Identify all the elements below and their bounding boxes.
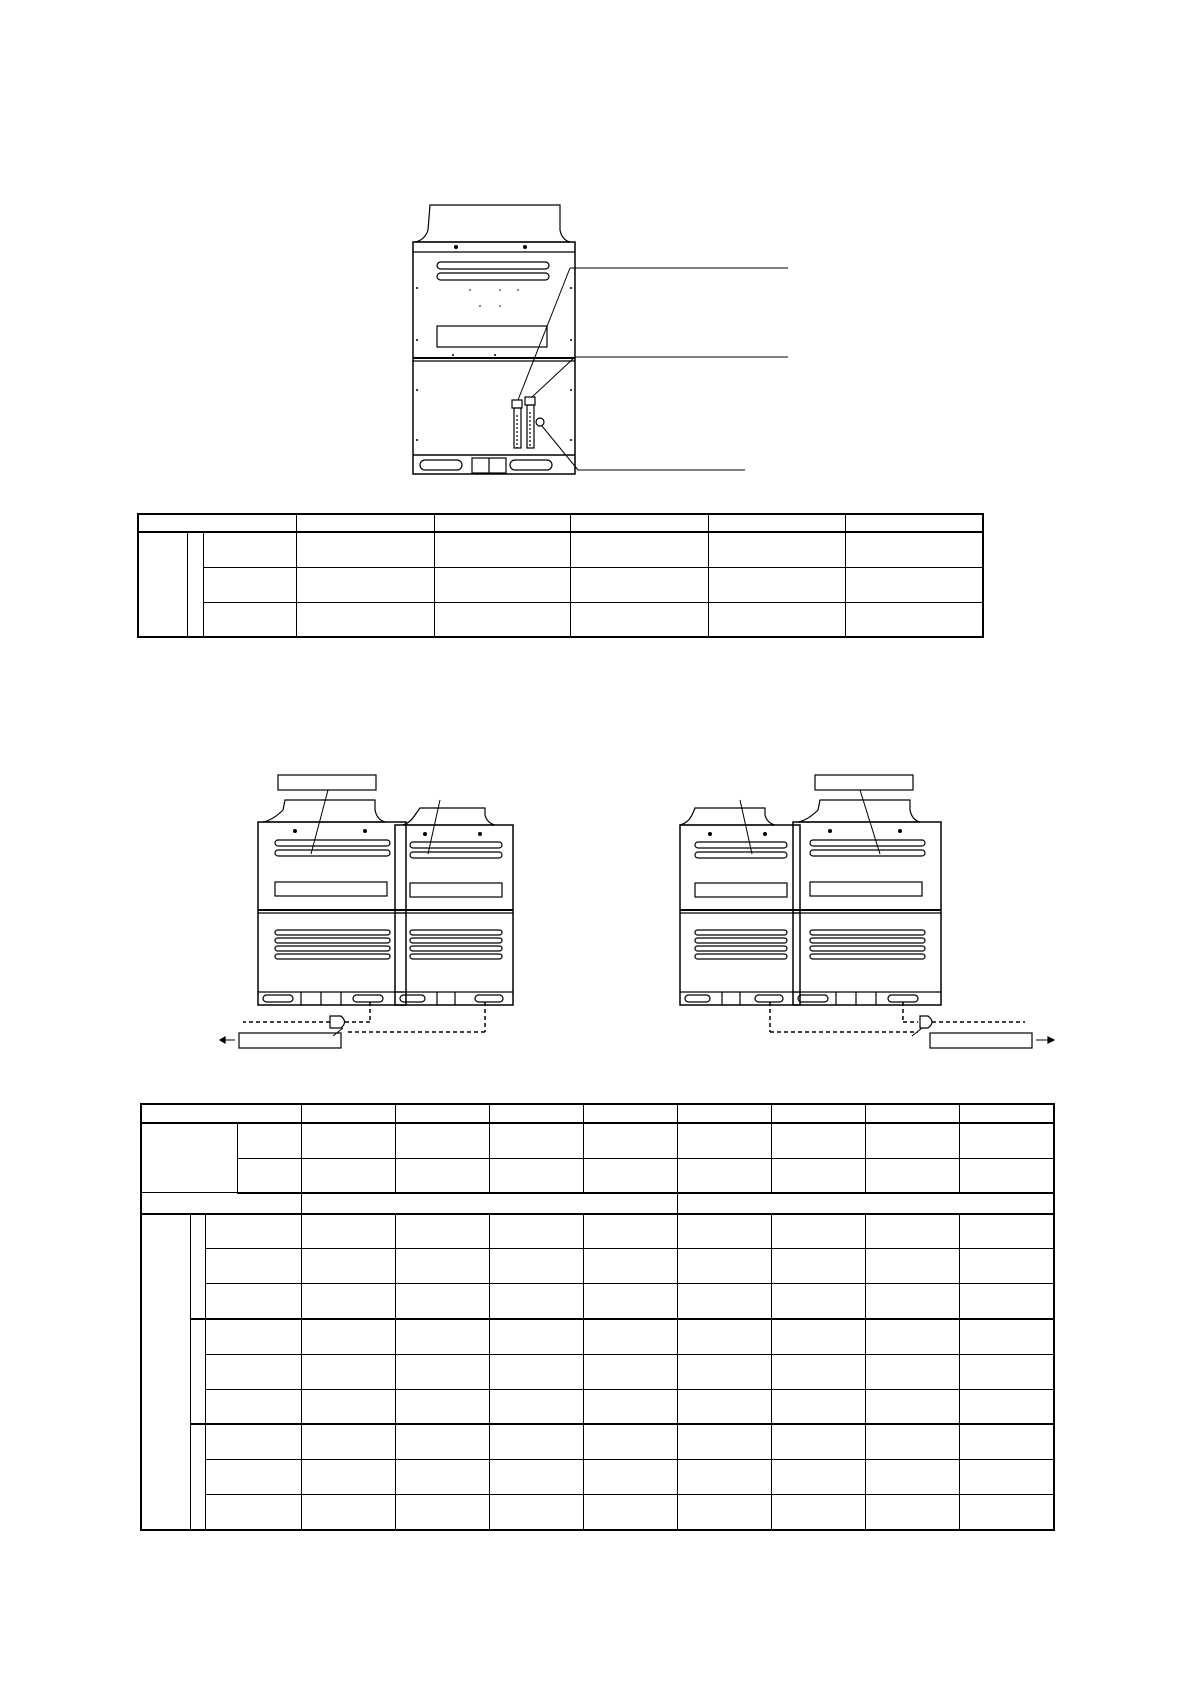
table-cell bbox=[959, 1159, 1054, 1193]
two-unit-connection-right bbox=[670, 770, 1060, 1060]
table-cell bbox=[866, 1424, 959, 1459]
table-cell bbox=[678, 1159, 771, 1193]
table-cell bbox=[678, 1389, 771, 1424]
table-cell bbox=[297, 567, 435, 602]
table-cell bbox=[866, 1495, 959, 1530]
label-box bbox=[930, 1033, 1032, 1048]
table-cell bbox=[396, 1354, 489, 1389]
combination-spec-table bbox=[140, 1103, 1055, 1531]
table-cell bbox=[489, 1249, 583, 1284]
table-cell bbox=[206, 1460, 301, 1495]
table-cell bbox=[678, 1495, 771, 1530]
table-cell bbox=[771, 1319, 865, 1354]
table-cell bbox=[584, 1389, 678, 1424]
table-cell bbox=[771, 1249, 865, 1284]
table-cell bbox=[141, 1193, 301, 1214]
table-cell bbox=[584, 1123, 678, 1159]
table-cell bbox=[959, 1389, 1054, 1424]
table-cell bbox=[571, 532, 709, 567]
table-cell bbox=[396, 1214, 489, 1249]
table-cell bbox=[206, 1284, 301, 1319]
table-cell bbox=[584, 1424, 678, 1459]
table-cell bbox=[866, 1123, 959, 1159]
table-cell bbox=[584, 1319, 678, 1354]
table-cell bbox=[489, 1214, 583, 1249]
table-cell bbox=[709, 532, 846, 567]
branch-joint bbox=[920, 1016, 932, 1028]
table-cell bbox=[204, 567, 297, 602]
table-cell bbox=[301, 1123, 395, 1159]
table-cell bbox=[396, 1249, 489, 1284]
table-cell bbox=[866, 1319, 959, 1354]
table-cell bbox=[301, 1104, 395, 1123]
table-cell bbox=[771, 1495, 865, 1530]
table-cell bbox=[297, 602, 435, 637]
table-cell bbox=[204, 532, 297, 567]
table-cell bbox=[571, 514, 709, 532]
table-cell bbox=[771, 1424, 865, 1459]
table-cell bbox=[301, 1159, 395, 1193]
table-cell bbox=[396, 1319, 489, 1354]
table-cell bbox=[584, 1249, 678, 1284]
table-cell bbox=[571, 567, 709, 602]
table-cell bbox=[866, 1159, 959, 1193]
table-cell bbox=[678, 1123, 771, 1159]
table-cell bbox=[959, 1460, 1054, 1495]
table-cell bbox=[301, 1284, 395, 1319]
table-cell bbox=[709, 602, 846, 637]
table-cell bbox=[206, 1495, 301, 1530]
table-cell bbox=[959, 1104, 1054, 1123]
table-cell bbox=[489, 1284, 583, 1319]
table-cell bbox=[678, 1104, 771, 1123]
table-cell bbox=[866, 1354, 959, 1389]
two-unit-connection-left bbox=[215, 770, 515, 1060]
table-cell bbox=[489, 1495, 583, 1530]
label-box bbox=[815, 775, 913, 790]
table-cell bbox=[845, 567, 983, 602]
table-cell bbox=[584, 1495, 678, 1530]
table-cell bbox=[141, 1123, 237, 1193]
table-cell bbox=[141, 1214, 191, 1530]
table-cell bbox=[301, 1460, 395, 1495]
table-cell bbox=[959, 1249, 1054, 1284]
table-cell bbox=[396, 1159, 489, 1193]
table-cell bbox=[301, 1193, 678, 1214]
table-cell bbox=[771, 1123, 865, 1159]
table-cell bbox=[396, 1424, 489, 1459]
table-cell bbox=[678, 1354, 771, 1389]
table-cell bbox=[141, 1104, 301, 1123]
table-cell bbox=[301, 1319, 395, 1354]
table-cell bbox=[489, 1104, 583, 1123]
table-cell bbox=[237, 1123, 301, 1159]
table-cell bbox=[845, 532, 983, 567]
table-cell bbox=[396, 1495, 489, 1530]
table-cell bbox=[489, 1424, 583, 1459]
table-cell bbox=[301, 1389, 395, 1424]
table-cell bbox=[396, 1460, 489, 1495]
table-cell bbox=[489, 1159, 583, 1193]
table-cell bbox=[709, 567, 846, 602]
table-cell bbox=[959, 1123, 1054, 1159]
table-cell bbox=[678, 1193, 1054, 1214]
table-cell bbox=[489, 1389, 583, 1424]
single-unit-rear-view bbox=[400, 200, 800, 480]
table-cell bbox=[959, 1354, 1054, 1389]
table-cell bbox=[866, 1389, 959, 1424]
table-cell bbox=[489, 1354, 583, 1389]
table-cell bbox=[301, 1495, 395, 1530]
table-cell bbox=[678, 1214, 771, 1249]
table-cell bbox=[191, 1424, 206, 1530]
table-cell bbox=[204, 602, 297, 637]
table-cell bbox=[959, 1214, 1054, 1249]
table-cell bbox=[771, 1460, 865, 1495]
table-cell bbox=[866, 1104, 959, 1123]
table-cell bbox=[584, 1214, 678, 1249]
table-cell bbox=[206, 1319, 301, 1354]
table-cell bbox=[678, 1284, 771, 1319]
table-cell bbox=[297, 532, 435, 567]
table-cell bbox=[301, 1214, 395, 1249]
table-cell bbox=[489, 1460, 583, 1495]
table-cell bbox=[206, 1214, 301, 1249]
table-cell bbox=[297, 514, 435, 532]
table-cell bbox=[191, 1214, 206, 1319]
table-cell bbox=[771, 1284, 865, 1319]
table-cell bbox=[396, 1389, 489, 1424]
table-cell bbox=[771, 1354, 865, 1389]
table-cell bbox=[434, 532, 571, 567]
table-cell bbox=[584, 1460, 678, 1495]
table-cell bbox=[866, 1249, 959, 1284]
label-box bbox=[239, 1033, 341, 1048]
table-cell bbox=[206, 1354, 301, 1389]
table-cell bbox=[584, 1284, 678, 1319]
table-cell bbox=[489, 1319, 583, 1354]
table-cell bbox=[584, 1104, 678, 1123]
table-cell bbox=[866, 1214, 959, 1249]
table-cell bbox=[301, 1424, 395, 1459]
table-cell bbox=[959, 1284, 1054, 1319]
branch-joint bbox=[330, 1016, 345, 1028]
table-cell bbox=[678, 1319, 771, 1354]
table-cell bbox=[845, 514, 983, 532]
table-cell bbox=[678, 1424, 771, 1459]
table-cell bbox=[396, 1284, 489, 1319]
table-cell bbox=[771, 1389, 865, 1424]
table-cell bbox=[571, 602, 709, 637]
table-cell bbox=[771, 1104, 865, 1123]
table-cell bbox=[396, 1104, 489, 1123]
table-cell bbox=[301, 1354, 395, 1389]
table-cell bbox=[771, 1159, 865, 1193]
pipe-spec-table bbox=[137, 513, 984, 638]
table-cell bbox=[709, 514, 846, 532]
table-cell bbox=[489, 1123, 583, 1159]
table-cell bbox=[434, 602, 571, 637]
table-cell bbox=[434, 567, 571, 602]
table-cell bbox=[771, 1214, 865, 1249]
table-cell bbox=[678, 1249, 771, 1284]
label-box bbox=[278, 775, 376, 790]
table-cell bbox=[959, 1495, 1054, 1530]
table-cell bbox=[188, 532, 204, 637]
table-cell bbox=[138, 514, 297, 532]
table-cell bbox=[138, 532, 188, 637]
table-cell bbox=[845, 602, 983, 637]
table-cell bbox=[678, 1460, 771, 1495]
table-cell bbox=[237, 1159, 301, 1193]
table-cell bbox=[434, 514, 571, 532]
table-cell bbox=[206, 1424, 301, 1459]
table-cell bbox=[959, 1319, 1054, 1354]
table-cell bbox=[584, 1159, 678, 1193]
table-cell bbox=[959, 1424, 1054, 1459]
table-cell bbox=[206, 1249, 301, 1284]
table-cell bbox=[396, 1123, 489, 1159]
table-cell bbox=[866, 1284, 959, 1319]
table-cell bbox=[301, 1249, 395, 1284]
table-cell bbox=[584, 1354, 678, 1389]
table-cell bbox=[206, 1389, 301, 1424]
table-cell bbox=[866, 1460, 959, 1495]
table-cell bbox=[191, 1319, 206, 1424]
